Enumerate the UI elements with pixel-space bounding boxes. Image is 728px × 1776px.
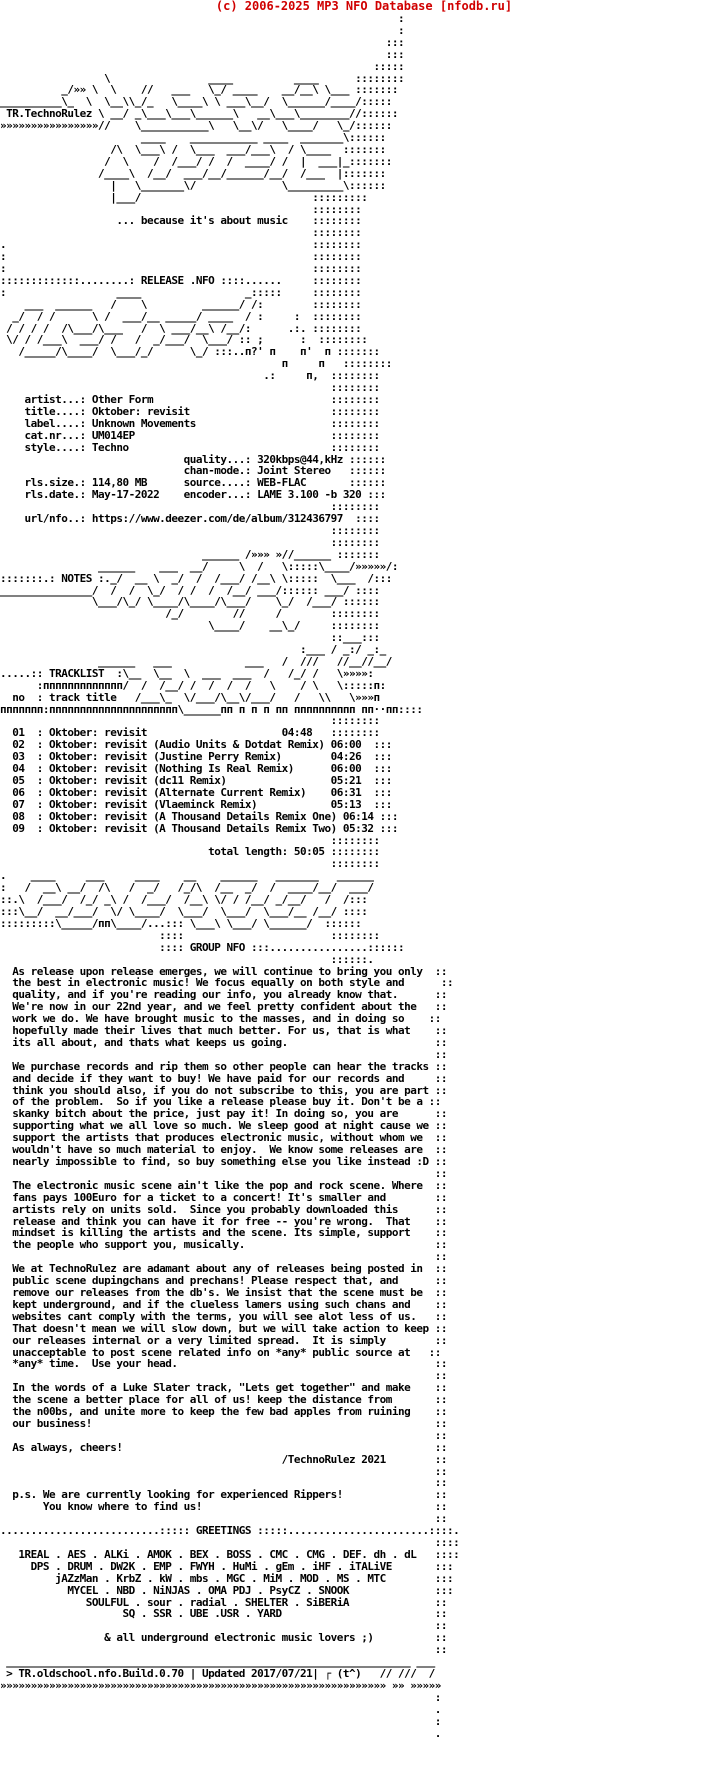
nfo-line: public scene dupingchans and prechans! Please respect that, and :: [0,1274,447,1288]
nfo-line: 02 : Oktober: revisit (Audio Units & Dotdat Remix) 06:00 ::: [0,738,392,752]
nfo-line: quality...: 320kbps@44,kHz :::::: [0,452,386,466]
nfo-line: SQ . SSR . UBE .USR . YARD :: [0,1607,447,1621]
copyright-link[interactable]: (c) 2006-2025 MP3 NFO Database [nfodb.ru] [215,0,513,13]
nfo-line: ______ ___ __/ \ / \:::::\____/»»»»»/: [0,559,398,573]
nfo-line: cat.nr...: UM014EP :::::::: [0,428,380,442]
nfo-line: :::::::: [0,535,380,549]
nfo-line: :::::::: [0,381,380,395]
nfo-line: /TechnoRulez 2021 :: [0,1452,447,1466]
nfo-line: artist...: Other Form :::::::: [0,393,380,406]
nfo-line: title....: Oktober: revisit :::::::: [0,404,380,418]
nfo-line: total length: 50:05 :::::::: [0,845,380,859]
nfo-line: and decide if they want to buy! We have paid for our records and :: [0,1071,447,1085]
nfo-line: :: [0,1428,447,1442]
nfo-text [0,13,728,1739]
nfo-line: 08 : Oktober: revisit (A Thousand Details Remix One) 06:14 ::: [0,809,398,823]
nfo-line: 04 : Oktober: revisit (Nothing Is Real Remix) 06:00 ::: [0,762,392,776]
nfo-line: artists rely on units sold. Since you probably downloaded this :: [0,1202,447,1216]
nfo-line: :::::::: [0,857,380,871]
nfo-line: rls.date.: May-17-2022 encoder...: LAME 3.100 -b 320 ::: [0,488,386,502]
nfo-line: ::.\ /___/ /_/ _\ / /___/ /__\ \/ / /__/ _/__/ / /::: [0,893,368,907]
nfo-line: :: [0,1476,447,1490]
nfo-line: > TR.oldschool.nfo.Build.0.70 | Updated 2017/07/21| ┌ (t^) // /// / [0,1666,435,1680]
nfo-line: :::::::: [0,833,380,847]
nfo-line: chan-mode.: Joint Stereo :::::: [0,464,386,478]
nfo-line: »»»»»»»»»»»»»»»»»»»»»»»»»»»»»»»»»»»»»»»»»»»»»»»»»»»»»»»»»»»»»»» »» »»»»» [0,1678,441,1692]
nfo-line: : [0,13,405,25]
nfo-line: 05 : Oktober: revisit (dc11 Remix) 05:21 ::: [0,774,392,787]
nfo-line: /\ \___\ / \___ ___/___\ / \____ ::::::: [0,142,386,156]
nfo-line: unacceptable to post scene related info on *any* public source at :: [0,1345,441,1359]
nfo-line: 1REAL . AES . ALKi . AMOK . BEX . BOSS . CMC . CMG . DEF. dh . dL :::: [0,1547,460,1561]
nfo-line: : :::::::: [0,250,362,264]
nfo-line: the best in electronic music! We focus equally on both style and :: [0,976,454,990]
nfo-line: 03 : Oktober: revisit (Justine Perry Remix) 04:26 ::: [0,750,392,764]
nfo-line: the scene a better place for all of us! keep the distance from :: [0,1393,447,1407]
nfo-line: | \_______\/ \_________\:::::: [0,178,386,192]
nfo-line: think you should also, if you do not subscribe to this, you are part :: [0,1083,447,1097]
nfo-line: SOULFUL . sour . radial . SHELTER . SiBERiA :: [0,1595,447,1609]
nfo-line: & all underground electronic music lovers ;) :: [0,1631,447,1645]
nfo-line: p.s. We are currently looking for experienced Rippers! :: [0,1488,447,1502]
nfo-line: That doesn't mean we will slow down, but we will take action to keep :: [0,1321,447,1335]
nfo-line: . [0,1726,441,1740]
nfodb-header [0,0,728,13]
nfo-line: quality, and if you're reading our info, you already know that. :: [0,988,447,1002]
nfo-line: ___ ______ / \ ______/ /: :::::::: [0,297,362,311]
nfo-line: :::::::::::::........: RELEASE .NFO ::::...... :::::::: [0,273,362,287]
nfo-line: You know where to find us! :: [0,1500,447,1514]
nfo-line: /____\ /__/ ___/__/______/__/ /___ |::::::: [0,166,386,180]
nfo-line: our releases internal or a very limited spread. It is simply :: [0,1333,447,1347]
nfo-line: We purchase records and rip them so other people can hear the tracks :: [0,1059,447,1073]
nfo-line: :: [0,1047,447,1061]
nfo-line: ... because it's about music :::::::: [0,214,362,228]
nfo-line: As always, cheers! :: [0,1440,447,1454]
nfo-line: As release upon release emerges, we will continue to bring you only :: [0,964,447,978]
nfo-line: . :::::::: [0,238,362,252]
nfo-line: \/ / /___\ ___/ / / _/___/ \___/ :: ; : :::::::: [0,333,368,347]
nfo-line: rls.size.: 114,80 MB source....: WEB-FLAC :::::: [0,476,386,490]
nfo-line: websites cant comply with the terms, you will see alot less of us. :: [0,1309,447,1323]
nfo-line: _______________/ / / \_/ / / / /__/ ___/:::::: ___/ :::: [0,583,380,597]
nfo-line: \ ____ ____ :::::::: [0,71,405,85]
nfo-line: ______ ___ ___ / /// //__//__/ [0,654,392,668]
nfo-line: |___/ ::::::::: [0,190,368,204]
nfo-line: / \ / /___/ / / ____/ / | ___|_::::::: [0,154,392,168]
nfo-line: __________\_ \ \__\\_/_ \____\ \ ___\__/ \______/____/::::: [0,95,392,109]
nfo-line: :: [0,1464,447,1478]
nfo-line: ::___::: [0,631,380,645]
nfo-line: \____/ __\_/ :::::::: [0,619,380,633]
nfo-line: MYCEL . NBD . NiNJAS . OMA PDJ . PsyCZ . SNOOK ::: [0,1583,454,1597]
nfo-line: fans pays 100Euro for a ticket to a concert! It's smaller and :: [0,1190,447,1204]
nfo-line: :::::::: [0,202,362,216]
nfo-line: :___ / _:/ _:_ [0,643,386,657]
nfo-line: The electronic music scene ain't like the pop and rock scene. Where :: [0,1178,447,1192]
nfo-line: nearly impossible to find, so buy something else you like instead :D :: [0,1155,447,1168]
nfo-line: :: [0,1643,447,1657]
nfo-line: 09 : Oktober: revisit (A Thousand Details Remix Two) 05:32 ::: [0,821,398,835]
nfo-line: _/»» \ \ // ___ \_/ ____ __/__\ \___ ::::::: [0,83,398,97]
nfo-line: kept underground, and if the clueless lamers using such chans and :: [0,1297,447,1311]
nfo-line: :::: :::::::: [0,928,380,942]
nfo-line: style....: Techno :::::::: [0,440,380,454]
nfo-line: :::::::.: NOTES :._/ __ \ _/ / /___/ /__\ \::::: \___ /::: [0,571,392,585]
nfo-line: our business! :: [0,1416,447,1430]
nfo-line: work we do. We have brought music to the masses, and in doing so :: [0,1012,441,1026]
nfo-line: its all about, and thats what keeps us going. :: [0,1035,447,1049]
nfo-line: :: [0,1619,447,1633]
nfo-line: :::\__/ __/___/ \/ \____/ \___/ \___/ \___/__ /__/ :::: [0,904,368,918]
nfo-line: :::::::::\_____/пп\____/...::: \___\ \___/ \______/ :::::: [0,916,362,930]
nfo-line: :: [0,1512,447,1526]
nfo-line: . ____ ___ ____ __ ______ _______ ______ [0,869,374,883]
nfo-line: skanky bitch about the price, just pay it! In doing so, you are :: [0,1107,447,1121]
nfo-line: \___/\_/ \____/\____/\___/ \_/ /___/ :::::: [0,595,380,609]
nfo-line: : / __\ __/ /\ / _/ /_/\ /__ _/ / ____/__/ ___/ [0,881,374,895]
nfo-line: remove our releases from the db's. We insist that the scene must be :: [0,1285,447,1299]
nfo-line: ::::::. [0,952,374,966]
nfo-line: / / / / /\___/\___ / \ ___/__\ /__/: .:. :::::::: [0,321,362,335]
nfo-line: support the artists that produces electronic music, without whom we :: [0,1131,447,1145]
nfo-line: *any* time. Use your head. :: [0,1357,447,1371]
nfo-line: : [0,23,405,37]
nfo-line: supporting what we all love so much. We sleep good at night cause we :: [0,1119,447,1133]
nfo-line: We at TechnoRulez are adamant about any of releases being posted in :: [0,1262,447,1276]
nfo-line: ппппппп:ппппппппппппппппппппп\______пп п п п пп пппппппппп пп··пп:::: [0,702,423,716]
nfo-line: the people who support you, musically. :: [0,1238,447,1252]
nfo-line: . [0,1702,441,1716]
nfo-line: _/ / / \ / ___/__ _____/ ____ / : : :::::::: [0,309,362,323]
nfo-line: release and think you can have it for free -- you're wrong. That :: [0,1214,447,1228]
nfo-line: : [0,1690,441,1704]
nfo-line: :::::::: [0,523,380,537]
nfo-line: of the problem. So if you like a release please buy it. Don't be a :: [0,1095,441,1109]
nfo-line: : ____ _::::: :::::::: [0,285,362,299]
nfo-line: .....:: TRACKLIST :\__ \__ \ ___ ___ / /_/ / \»»»»: [0,666,374,680]
nfo-line: ::::: [0,59,405,73]
nfo-line: ..........................::::: GREETINGS :::::.......................::::. [0,1524,460,1538]
nfo-line: : [0,1714,441,1728]
nfo-line: »»»»»»»»»»»»»»»»// \___________\ \__\/ \____/ \_/:::::: [0,119,392,133]
nfo-line: 06 : Oktober: revisit (Alternate Current Remix) 06:31 ::: [0,785,392,799]
nfo-line: hopefully made their lives that much better. For us, that is what :: [0,1024,447,1038]
nfo-line: п п :::::::: [0,357,392,371]
nfo-line: 01 : Oktober: revisit 04:48 :::::::: [0,726,380,740]
nfo-line: __________________________________________________________________ ___ [0,1655,435,1669]
nfo-line: /_/ // / :::::::: [0,607,380,621]
nfo-line: :ппппппппппппп/ / /__/ / / / / \ / \ \:::::п: [0,678,386,692]
nfo-line: TR.TechnoRulez \ __/ _\___\___\______\ __\___\________//:::::: [0,107,398,121]
nfo-line: We're now in our 22nd year, and we feel pretty confident about the :: [0,1000,447,1014]
nfo-line: : :::::::: [0,262,362,276]
nfo-line: DPS . DRUM . DW2K . EMP . FWYH . HuMi . gEm . iHF . iTALiVE ::: [0,1559,454,1573]
nfo-line: :::::::: [0,226,362,240]
nfo-line: jAZzMan . KrbZ . kW . mbs . MGC . MiM . MOD . MS . MTC ::: [0,1571,454,1585]
nfo-line: ____ ___________ ____ _______\:::::: [0,131,386,145]
nfo-line: ______ /»»» »//______ ::::::: [0,547,380,561]
nfo-line: .: п, :::::::: [0,369,380,383]
nfo-line: :: [0,1369,447,1383]
nfo-line: :: [0,1166,447,1180]
nfo-line: :: [0,1250,447,1264]
nfo-line: /_____/\____/ \___/_/ \_/ :::..п?' п п' п ::::::: [0,345,380,359]
nfo-line: label....: Unknown Movements :::::::: [0,416,380,430]
nfo-line: 07 : Oktober: revisit (Vlaeminck Remix) 05:13 ::: [0,797,392,811]
nfo-line: mindset is killing the artists and the scene. Its simple, support :: [0,1226,447,1240]
nfo-line: url/nfo..: https://www.deezer.com/de/album/312436797 :::: [0,512,380,526]
nfo-line: ::: [0,35,405,49]
nfo-line: no : track title /___\_ \/___/\__\/___/ / \\ \»»»п [0,690,380,704]
nfo-line: wouldn't have so much material to enjoy. We know some releases are :: [0,1143,447,1157]
nfo-line: :::::::: [0,500,380,514]
nfo-line: :::: GROUP NFO :::................:::::: [0,940,405,954]
nfo-line: ::: [0,47,405,61]
nfo-line: the n00bs, and unite more to keep the few bad apples from ruining :: [0,1405,447,1419]
nfo-line: :::::::: [0,714,380,728]
nfo-line: :::: [0,1536,460,1549]
nfo-line: In the words of a Luke Slater track, "Lets get together" and make :: [0,1381,447,1395]
